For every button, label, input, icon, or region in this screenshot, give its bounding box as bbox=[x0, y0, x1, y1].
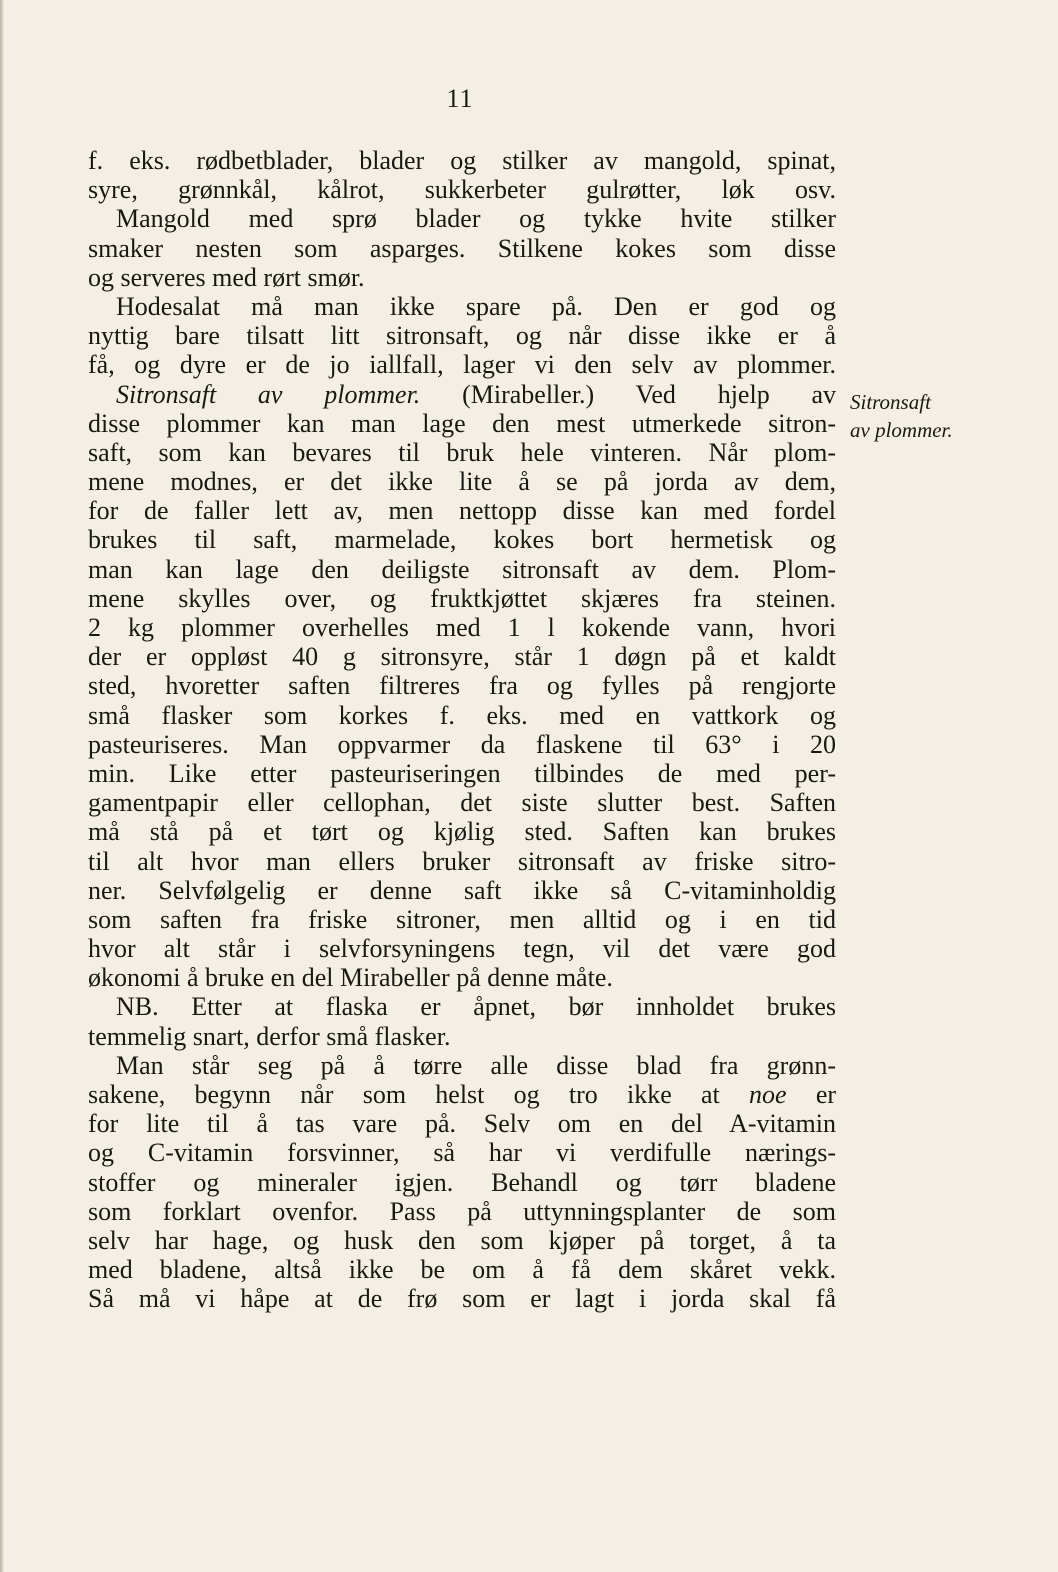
text-line: stoffer og mineraler igjen. Behandl og tørr bladene bbox=[88, 1167, 836, 1197]
text-line: for de faller lett av, men nettopp disse kan med fordel bbox=[88, 496, 836, 526]
text-line: til alt hvor man ellers bruker sitronsaft av friske sitro- bbox=[88, 846, 836, 876]
text-span: sakene, begynn når som helst og tro ikke at bbox=[88, 1080, 720, 1109]
text-line: Hodesalat må man ikke spare på. Den er god og bbox=[116, 291, 836, 321]
text-line: økonomi å bruke en del Mirabeller på denne måte. bbox=[88, 963, 613, 993]
text-line: f. eks. rødbetblader, blader og stilker av mangold, spinat, bbox=[88, 146, 836, 175]
text-span: er bbox=[815, 1080, 837, 1109]
text-line: temmelig snart, derfor små flasker. bbox=[88, 1021, 451, 1051]
text-line: smaker nesten som asparges. Stilkene kokes som disse bbox=[88, 233, 836, 263]
page-number: 11 bbox=[446, 84, 474, 113]
italic-heading: Sitronsaft av plommer. bbox=[116, 379, 421, 409]
text-line: Mangold med sprø blader og tykke hvite stilker bbox=[116, 204, 836, 234]
text-line: med bladene, altså ikke be om å få dem skåret vekk. bbox=[88, 1255, 836, 1285]
text-line: saft, som kan bevares til bruk hele vinteren. Når plom- bbox=[88, 437, 836, 467]
text-line bbox=[88, 380, 836, 409]
text-line: mene skylles over, og fruktkjøttet skjæres fra steinen. bbox=[88, 583, 836, 613]
text-line: og C-vitamin forsvinner, så har vi verdifulle nærings- bbox=[88, 1138, 836, 1168]
text-line: pasteuriseres. Man oppvarmer da flaskene til 63° i 20 bbox=[88, 729, 836, 759]
text-line: mene modnes, er det ikke lite å se på jorda av dem, bbox=[88, 467, 836, 497]
text-line: der er oppløst 40 g sitronsyre, står 1 døgn på et kaldt bbox=[88, 642, 836, 672]
body-text bbox=[88, 146, 836, 1314]
text-line: 2 kg plommer overhelles med 1 l kokende vann, hvori bbox=[88, 613, 836, 642]
text-line bbox=[88, 1080, 836, 1109]
text-line: som forklart ovenfor. Pass på uttynningsplanter de som bbox=[88, 1196, 836, 1226]
text-line: små flasker som korkes f. eks. med en vattkork og bbox=[88, 700, 836, 730]
text-span: (Mirabeller.) Ved hjelp av bbox=[462, 379, 837, 409]
text-line: for lite til å tas vare på. Selv om en del A-vitamin bbox=[88, 1109, 836, 1139]
text-line: NB. Etter at flaska er åpnet, bør innholdet brukes bbox=[116, 992, 836, 1022]
text-line: Man står seg på å tørre alle disse blad fra grønn- bbox=[116, 1050, 836, 1080]
page-edge bbox=[0, 0, 4, 1572]
margin-note bbox=[850, 388, 1000, 444]
text-line: disse plommer kan man lage den mest utmerkede sitron- bbox=[88, 408, 836, 438]
text-line: brukes til saft, marmelade, kokes bort hermetisk og bbox=[88, 525, 836, 555]
text-line: min. Like etter pasteuriseringen tilbindes de med per- bbox=[88, 758, 836, 788]
text-line: nyttig bare tilsatt litt sitronsaft, og når disse ikke er å bbox=[88, 321, 836, 351]
text-line: må stå på et tørt og kjølig sted. Saften kan brukes bbox=[88, 817, 836, 847]
text-line: hvor alt står i selvforsyningens tegn, vil det være god bbox=[88, 934, 836, 964]
italic-word: noe bbox=[749, 1080, 787, 1109]
text-line: ner. Selvfølgelig er denne saft ikke så C-vitaminholdig bbox=[88, 875, 836, 905]
text-line: gamentpapir eller cellophan, det siste slutter best. Saften bbox=[88, 788, 836, 818]
text-line: selv har hage, og husk den som kjøper på torget, å ta bbox=[88, 1225, 836, 1255]
text-line: få, og dyre er de jo iallfall, lager vi den selv av plommer. bbox=[88, 350, 836, 380]
text-line: som saften fra friske sitroner, men alltid og i en tid bbox=[88, 904, 836, 934]
text-line: sted, hvoretter saften filtreres fra og fylles på rengjorte bbox=[88, 671, 836, 701]
text-line: og serveres med rørt smør. bbox=[88, 262, 365, 292]
margin-note-line-2: av plommer. bbox=[850, 418, 953, 442]
text-line: syre, grønnkål, kålrot, sukkerbeter gulrøtter, løk osv. bbox=[88, 175, 836, 205]
text-line: Så må vi håpe at de frø som er lagt i jorda skal få bbox=[88, 1284, 836, 1314]
text-line: man kan lage den deiligste sitronsaft av dem. Plom- bbox=[88, 554, 836, 584]
margin-note-line-1: Sitronsaft bbox=[850, 390, 931, 414]
